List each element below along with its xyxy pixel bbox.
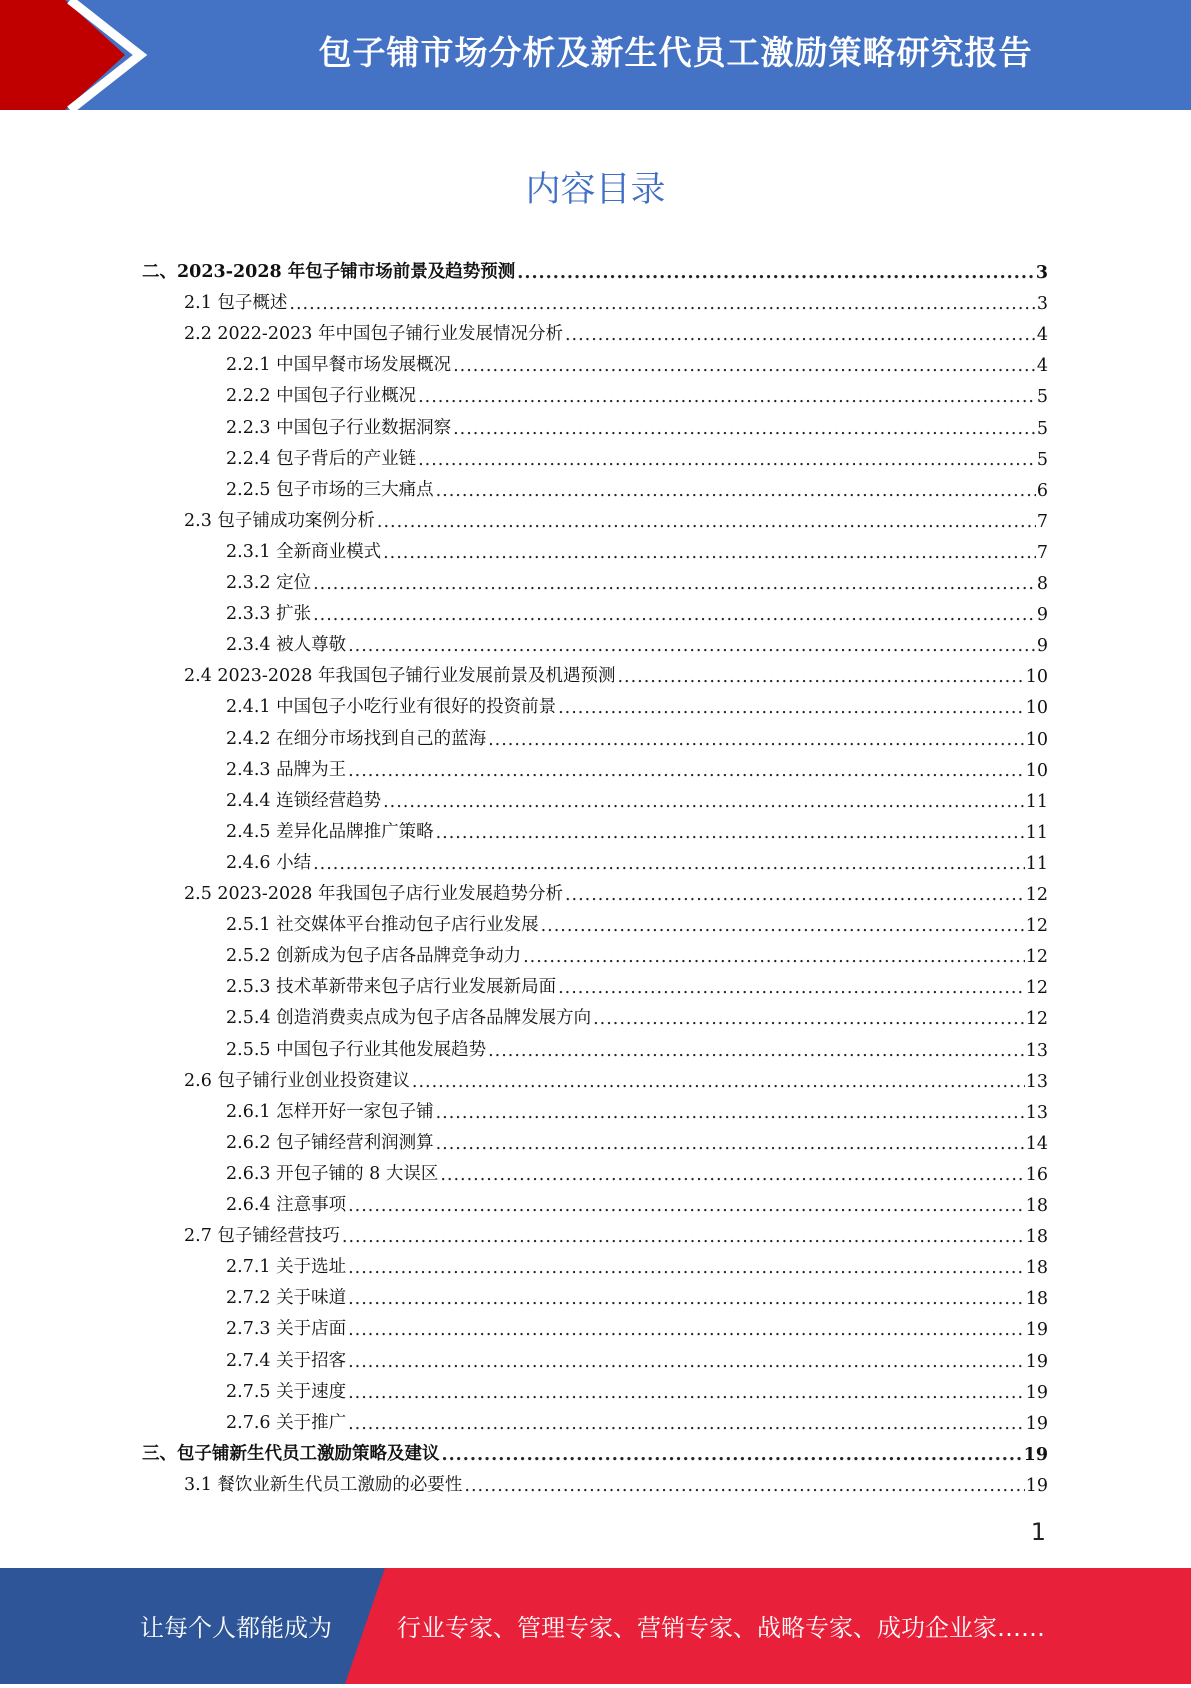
toc-dot-leader bbox=[488, 1041, 1025, 1061]
toc-entry-text: 2.4.3 品牌为王 bbox=[226, 759, 347, 780]
toc-entry-page: 19 bbox=[1025, 1475, 1048, 1496]
toc-entry-page: 4 bbox=[1036, 356, 1048, 377]
toc-entry-text: 2.7.1 关于选址 bbox=[226, 1257, 347, 1278]
toc-entry-text: 2.3 包子铺成功案例分析 bbox=[184, 510, 375, 531]
toc-entry-page: 13 bbox=[1025, 1102, 1048, 1123]
toc-entry-page: 13 bbox=[1025, 1040, 1048, 1061]
toc-entry[interactable] bbox=[226, 408, 1048, 439]
toc-entry-page: 18 bbox=[1025, 1227, 1048, 1248]
toc-dot-leader bbox=[436, 823, 1025, 843]
toc-entry-text: 2.3.1 全新商业模式 bbox=[226, 541, 382, 562]
page-number: 1 bbox=[1030, 1518, 1046, 1546]
toc-entry-page: 11 bbox=[1025, 822, 1048, 843]
toc-entry[interactable] bbox=[184, 314, 1048, 345]
toc-entry[interactable] bbox=[226, 967, 1048, 998]
toc-entry-page: 5 bbox=[1036, 418, 1048, 439]
toc-entry[interactable] bbox=[184, 656, 1048, 687]
toc-dot-leader bbox=[348, 1258, 1025, 1278]
toc-entry[interactable] bbox=[142, 1434, 1048, 1465]
toc-entry[interactable] bbox=[226, 376, 1048, 407]
toc-dot-leader bbox=[348, 1383, 1025, 1403]
toc-entry-text: 2.2.5 包子市场的三大痛点 bbox=[226, 479, 434, 500]
toc-entry[interactable] bbox=[184, 874, 1048, 905]
toc-dot-leader bbox=[464, 1476, 1024, 1496]
toc-entry-page: 11 bbox=[1025, 791, 1048, 812]
toc-dot-leader bbox=[418, 450, 1036, 470]
toc-dot-leader bbox=[436, 481, 1036, 501]
toc-entry-text: 2.2.3 中国包子行业数据洞察 bbox=[226, 417, 452, 438]
toc-entry[interactable] bbox=[184, 1465, 1048, 1496]
toc-entry-text: 2.7.4 关于招客 bbox=[226, 1350, 347, 1371]
toc-dot-leader bbox=[523, 947, 1025, 967]
toc-entry[interactable] bbox=[226, 563, 1048, 594]
toc-entry-text: 2.2 2022-2023 年中国包子铺行业发展情况分析 bbox=[184, 324, 563, 345]
toc-dot-leader bbox=[342, 1227, 1025, 1247]
toc-entry-text: 2.6.4 注意事项 bbox=[226, 1195, 347, 1215]
toc-heading: 内容目录 bbox=[525, 170, 666, 210]
toc-entry[interactable] bbox=[226, 439, 1048, 470]
toc-entry[interactable] bbox=[226, 1154, 1048, 1185]
toc-dot-leader bbox=[383, 543, 1036, 563]
toc-entry[interactable] bbox=[226, 1185, 1048, 1216]
toc-dot-leader bbox=[348, 1289, 1025, 1309]
toc-dot-leader bbox=[377, 512, 1036, 532]
toc-entry[interactable] bbox=[226, 345, 1048, 376]
toc-entry[interactable] bbox=[142, 252, 1048, 283]
toc-entry[interactable] bbox=[226, 532, 1048, 563]
toc-entry-page: 7 bbox=[1036, 511, 1048, 532]
toc-entry-text: 2.6.2 包子铺经营利润测算 bbox=[226, 1132, 434, 1153]
toc-entry-text: 2.7.6 关于推广 bbox=[226, 1412, 347, 1433]
toc-dot-leader bbox=[383, 792, 1025, 812]
toc-dot-leader bbox=[517, 263, 1035, 283]
toc-dot-leader bbox=[289, 294, 1035, 314]
toc-entry[interactable] bbox=[226, 1309, 1048, 1340]
toc-entry-page: 10 bbox=[1025, 698, 1048, 719]
toc-entry[interactable] bbox=[226, 936, 1048, 967]
toc-entry[interactable] bbox=[184, 1061, 1048, 1092]
toc-dot-leader bbox=[348, 1196, 1025, 1216]
toc-entry-page: 18 bbox=[1025, 1196, 1048, 1216]
footer-slogan-left: 让每个人都能成为 bbox=[140, 1614, 332, 1642]
toc-entry-page: 19 bbox=[1025, 1320, 1048, 1341]
toc-entry-text: 2.5.4 创造消费卖点成为包子店各品牌发展方向 bbox=[226, 1008, 592, 1029]
toc-entry[interactable] bbox=[226, 812, 1048, 843]
toc-entry-text: 2.4.1 中国包子小吃行业有很好的投资前景 bbox=[226, 697, 557, 718]
toc-dot-leader bbox=[617, 667, 1024, 687]
footer-slogan-right: 行业专家、管理专家、营销专家、战略专家、成功企业家…… bbox=[397, 1614, 1045, 1642]
toc-entry-page: 12 bbox=[1025, 916, 1048, 937]
toc-entry-page: 14 bbox=[1025, 1133, 1048, 1154]
toc-entry-text: 2.7.3 关于店面 bbox=[226, 1319, 347, 1340]
toc-entry-page: 19 bbox=[1023, 1444, 1048, 1465]
toc-entry-text: 2.3.4 被人尊敬 bbox=[226, 635, 347, 656]
toc-entry-page: 18 bbox=[1025, 1289, 1048, 1310]
toc-dot-leader bbox=[348, 1414, 1025, 1434]
toc-dot-leader bbox=[593, 1009, 1025, 1029]
toc-entry-text: 三、包子铺新生代员工激励策略及建议 bbox=[142, 1443, 440, 1464]
toc-dot-leader bbox=[436, 1103, 1025, 1123]
toc-dot-leader bbox=[565, 885, 1025, 905]
toc-dot-leader bbox=[558, 978, 1025, 998]
toc-entry-text: 2.5 2023-2028 年我国包子店行业发展趋势分析 bbox=[184, 884, 563, 904]
footer-band bbox=[0, 1568, 1191, 1684]
toc-dot-leader bbox=[565, 325, 1036, 345]
toc-entry-page: 10 bbox=[1025, 667, 1048, 688]
toc-entry-text: 2.6.1 怎样开好一家包子铺 bbox=[226, 1101, 434, 1122]
toc-entry-page: 19 bbox=[1025, 1351, 1048, 1372]
toc-dot-leader bbox=[453, 356, 1036, 376]
toc-dot-leader bbox=[348, 1320, 1025, 1340]
toc-entry[interactable] bbox=[184, 1216, 1048, 1247]
header-chevron-icon bbox=[0, 0, 160, 110]
toc-dot-leader bbox=[418, 387, 1036, 407]
toc-entry[interactable] bbox=[226, 905, 1048, 936]
toc-entry[interactable] bbox=[226, 719, 1048, 750]
toc-entry-text: 2.2.4 包子背后的产业链 bbox=[226, 448, 417, 469]
toc-entry-text: 2.4.4 连锁经营趋势 bbox=[226, 790, 382, 811]
report-title: 包子铺市场分析及新生代员工激励策略研究报告 bbox=[318, 33, 1033, 72]
toc-entry-page: 13 bbox=[1025, 1071, 1048, 1092]
toc-entry-page: 16 bbox=[1025, 1164, 1048, 1185]
toc-dot-leader bbox=[541, 916, 1025, 936]
toc-entry-text: 3.1 餐饮业新生代员工激励的必要性 bbox=[184, 1474, 463, 1495]
toc-entry-page: 12 bbox=[1025, 978, 1048, 999]
toc-entry[interactable] bbox=[226, 781, 1048, 812]
toc-entry[interactable] bbox=[226, 1403, 1048, 1434]
toc-entry-text: 2.4.5 差异化品牌推广策略 bbox=[226, 821, 434, 842]
toc-entry-text: 2.4.2 在细分市场找到自己的蓝海 bbox=[226, 728, 487, 749]
toc-entry-page: 12 bbox=[1025, 885, 1048, 905]
toc-entry-page: 19 bbox=[1025, 1382, 1048, 1403]
toc-entry[interactable] bbox=[226, 998, 1048, 1029]
toc-entry-page: 9 bbox=[1036, 605, 1048, 626]
toc-entry[interactable] bbox=[184, 283, 1048, 314]
toc-entry-text: 2.4.6 小结 bbox=[226, 852, 312, 873]
toc-dot-leader bbox=[442, 1445, 1023, 1465]
toc-dot-leader bbox=[453, 419, 1036, 439]
toc-entry-text: 2.7.2 关于味道 bbox=[226, 1288, 347, 1309]
toc-entry[interactable] bbox=[226, 470, 1048, 501]
toc-entry-page: 5 bbox=[1036, 387, 1048, 408]
toc-entry-text: 二、2023-2028 年包子铺市场前景及趋势预测 bbox=[142, 262, 516, 282]
toc-entry-page: 12 bbox=[1025, 947, 1048, 968]
toc-entry[interactable] bbox=[226, 625, 1048, 656]
toc-entry-text: 2.1 包子概述 bbox=[184, 293, 288, 314]
toc-entry-page: 12 bbox=[1025, 1009, 1048, 1030]
toc-entry-text: 2.5.1 社交媒体平台推动包子店行业发展 bbox=[226, 915, 539, 936]
toc-entry-text: 2.2.2 中国包子行业概况 bbox=[226, 386, 417, 407]
toc-entry-text: 2.6.3 开包子铺的 8 大误区 bbox=[226, 1163, 439, 1184]
toc-entry[interactable] bbox=[226, 1247, 1048, 1278]
toc-dot-leader bbox=[558, 698, 1025, 718]
toc-entry-page: 10 bbox=[1025, 760, 1048, 781]
toc-dot-leader bbox=[440, 1165, 1024, 1185]
toc-entry[interactable] bbox=[226, 1092, 1048, 1123]
toc-entry[interactable] bbox=[226, 1278, 1048, 1309]
toc-entry-page: 3 bbox=[1036, 294, 1048, 315]
header-band bbox=[0, 0, 1191, 110]
toc-dot-leader bbox=[348, 1352, 1025, 1372]
toc-dot-leader bbox=[348, 761, 1025, 781]
toc-entry-text: 2.2.1 中国早餐市场发展概况 bbox=[226, 355, 452, 376]
toc-entry-page: 19 bbox=[1025, 1413, 1048, 1434]
toc-entry-text: 2.5.2 创新成为包子店各品牌竞争动力 bbox=[226, 946, 522, 967]
toc-entry-page: 11 bbox=[1025, 853, 1048, 874]
toc-entry[interactable] bbox=[184, 501, 1048, 532]
toc-entry[interactable] bbox=[226, 1123, 1048, 1154]
toc-entry[interactable] bbox=[226, 750, 1048, 781]
toc-dot-leader bbox=[436, 1134, 1025, 1154]
toc-dot-leader bbox=[313, 854, 1025, 874]
toc-entry[interactable] bbox=[226, 1341, 1048, 1372]
toc-entry-page: 3 bbox=[1035, 263, 1048, 283]
toc-entry-text: 2.4 2023-2028 年我国包子铺行业发展前景及机遇预测 bbox=[184, 666, 616, 687]
toc-entry-text: 2.6 包子铺行业创业投资建议 bbox=[184, 1070, 410, 1091]
toc-entry-text: 2.7 包子铺经营技巧 bbox=[184, 1226, 340, 1247]
toc-entry[interactable] bbox=[226, 843, 1048, 874]
toc-entry-page: 9 bbox=[1036, 636, 1048, 657]
toc-entry-page: 6 bbox=[1036, 480, 1048, 501]
toc-entry-page: 10 bbox=[1025, 729, 1048, 750]
toc-entry-text: 2.5.3 技术革新带来包子店行业发展新局面 bbox=[226, 977, 557, 998]
toc-entry-page: 5 bbox=[1036, 449, 1048, 470]
toc-entry[interactable] bbox=[226, 594, 1048, 625]
toc-dot-leader bbox=[313, 574, 1036, 594]
toc-entry-text: 2.5.5 中国包子行业其他发展趋势 bbox=[226, 1039, 487, 1060]
toc-entry-page: 18 bbox=[1025, 1258, 1048, 1279]
toc-entry-page: 7 bbox=[1036, 542, 1048, 563]
toc-entry-page: 4 bbox=[1036, 325, 1048, 346]
toc-dot-leader bbox=[348, 636, 1036, 656]
toc-entry-text: 2.7.5 关于速度 bbox=[226, 1381, 347, 1402]
toc-entry[interactable] bbox=[226, 1030, 1048, 1061]
toc-entry[interactable] bbox=[226, 687, 1048, 718]
toc-entry-text: 2.3.2 定位 bbox=[226, 573, 312, 593]
toc-entry[interactable] bbox=[226, 1372, 1048, 1403]
toc-entry-page: 8 bbox=[1036, 574, 1048, 594]
toc-dot-leader bbox=[412, 1072, 1025, 1092]
toc-dot-leader bbox=[488, 730, 1025, 750]
toc-dot-leader bbox=[313, 605, 1036, 625]
toc-entry-text: 2.3.3 扩张 bbox=[226, 604, 312, 625]
